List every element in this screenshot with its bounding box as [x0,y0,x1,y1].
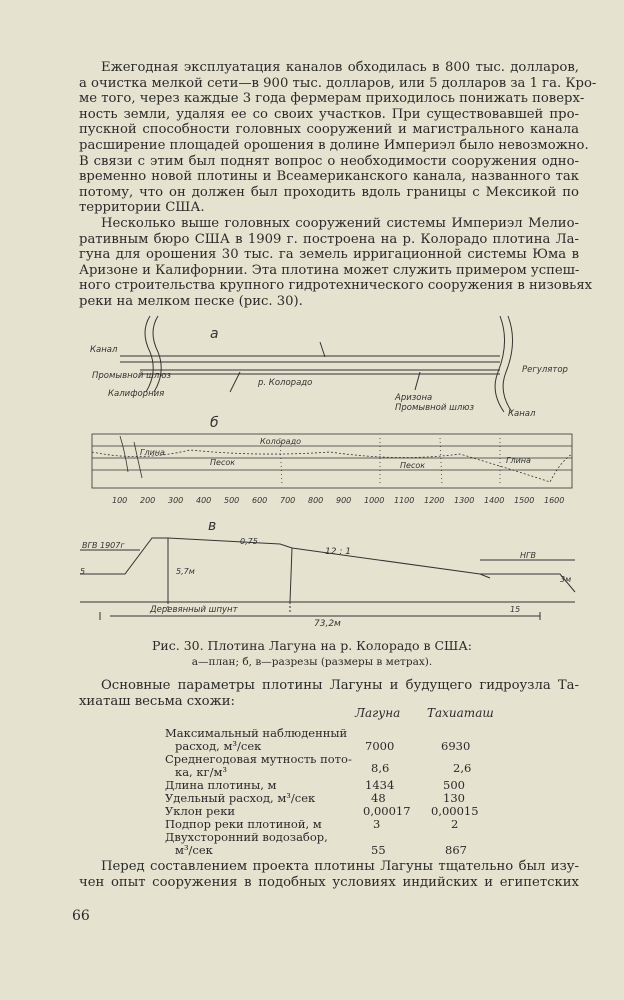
text-line: временно новой плотины и Всеамериканского канала, названного так [79,169,579,185]
scale-label: 300 [168,496,184,505]
scale-label: 900 [336,496,352,505]
section-v-text: 73,2м [314,619,341,629]
scale-label: 1400 [484,496,505,505]
section-v-label: в [208,518,217,534]
table-row [165,752,472,779]
section-v-text: 5 [80,567,86,576]
table-row [165,791,465,805]
text-line: реки на мелком песке (рис. 30). [79,293,303,309]
row-label: ка, кг/м³ [175,764,227,779]
row-label: Уклон реки [165,804,236,818]
text-line: пускной способности головных сооружений и магистрального канала [79,122,579,138]
text-line: гуна для орошения 30 тыс. га земель ирригационной системы Юма в [79,247,579,263]
row-label: Максимальный наблюденный [165,726,348,740]
value-laguna: 1434 [365,778,395,792]
value-takhiatash: 0,00015 [431,804,479,818]
scale-label: 1100 [394,496,415,505]
figure-30-drawing [80,312,580,632]
value-laguna: 48 [371,791,386,805]
scale-label: 200 [140,496,156,505]
scale-label: 100 [112,496,128,505]
section-b-text: Песок [400,461,426,470]
value-laguna: 55 [371,843,386,857]
table-row [165,726,471,753]
table-header: Тахиаташ [427,706,494,720]
table-row [165,778,465,792]
value-takhiatash: 130 [443,791,465,805]
plan-label: а [210,326,219,342]
text-line: ность земли, удаляя ее со своих участков. При существовавшей про- [79,106,579,122]
text-line: Ежегодная эксплуатация каналов обходилась в 800 тыс. долларов, [101,60,579,75]
section-v-text: ВГВ 1907г [82,541,125,550]
plan-text: Канал [90,345,118,355]
section-b-text: Глина [140,448,165,457]
value-laguna: 0,00017 [363,804,411,818]
text-line: Основные параметры плотины Лагуны и будущего гидроузла Та- [101,678,579,693]
text-line: расширение площадей орошения в долине Империэл было невозможно. [79,137,589,153]
plan-text: р. Колорадо [258,378,313,388]
section-v-text: 5,7м [176,567,195,576]
section-b-text: Глина [506,456,531,465]
plan-text: Промывной шлюз [92,371,171,381]
section-v-text: 12 : 1 [325,547,351,557]
paragraph-4 [79,859,579,890]
scale-label: 400 [196,496,212,505]
section-b-text: Колорадо [260,437,301,446]
plan-text: Аризона [395,393,433,403]
text-line: хиаташ весьма схожи: [79,693,235,709]
text-line: ративным бюро США в 1909 г. построена на р. Колорадо плотина Ла- [79,231,579,247]
plan-text: Промывной шлюз [395,403,474,413]
section-v-text: НГВ [520,551,536,560]
value-takhiatash: 867 [445,843,467,857]
scale-label: 500 [224,496,240,505]
row-label: м³/сек [175,842,213,857]
text-line: Перед составлением проекта плотины Лагуны тщательно был изу- [101,859,579,874]
value-takhiatash: 6930 [441,739,471,753]
value-takhiatash: 2,6 [453,761,472,775]
scale-label: 800 [308,496,324,505]
row-label: Длина плотины, м [165,778,277,792]
section-b-text: Песок [210,458,236,467]
paragraph-2 [79,216,593,310]
scale-label: 1200 [424,496,445,505]
plan-text: Канал [508,409,536,419]
table-header: Лагуна [355,706,401,720]
text-line: территории США. [79,200,205,216]
scale-label: 600 [252,496,268,505]
section-v-text: Деревянный шпунт [150,605,238,615]
table-row [165,817,459,831]
row-label: Удельный расход, м³/сек [165,791,316,805]
row-label: расход, м³/сек [175,738,262,753]
page-number: 66 [72,908,90,924]
table-row [165,830,467,857]
figure-subcaption: а—план; б, в—разрезы (размеры в метрах). [191,656,433,668]
value-laguna: 7000 [365,739,395,753]
value-laguna: 3 [373,817,381,831]
row-label: Двухсторонний водозабор, [165,830,328,844]
table-row [165,804,479,818]
scale-label: 1000 [364,496,385,505]
value-laguna: 8,6 [371,761,390,775]
plan-text: Регулятор [522,365,568,375]
figure-caption: Рис. 30. Плотина Лагуна на р. Колорадо в США: [152,638,472,653]
text-line: чен опыт сооружения в подобных условиях индийских и египетских [79,874,579,890]
scale-label: 1300 [454,496,475,505]
plan-text: Калифорния [108,389,165,399]
text-line: ме того, через каждые 3 года фермерам приходилось понижать поверх- [79,91,585,107]
scale-label: 1500 [514,496,535,505]
paragraph-3 [79,678,579,709]
scale-label: 700 [280,496,296,505]
value-takhiatash: 500 [443,778,465,792]
text-line: В связи с этим был поднят вопрос о необходимости сооружения одно- [79,153,579,169]
text-line: Аризоне и Калифорнии. Эта плотина может служить примером успеш- [79,262,580,278]
section-v-text: 3м [560,575,572,584]
row-label: Среднегодовая мутность пото- [165,752,352,766]
section-v-text: 15 [510,605,521,614]
row-label: Подпор реки плотиной, м [165,817,322,831]
text-line: а очистка мелкой сети—в 900 тыс. долларов, или 5 долларов за 1 га. Кро- [79,75,597,91]
section-b [92,434,572,488]
scale-label: 1600 [544,496,565,505]
paragraph-1 [79,60,597,216]
text-line: потому, что он должен был проходить вдоль границы с Мексикой по [79,184,579,200]
plan-view [120,316,513,412]
text-line: Несколько выше головных сооружений системы Империэл Мелио- [101,216,579,231]
value-takhiatash: 2 [451,817,459,831]
section-v-text: 0,75 [240,537,258,546]
section-b-scale [112,496,564,505]
text-line: ного строительства крупного гидротехнического сооружения в низовьях [79,278,593,294]
section-b-label: б [210,415,219,431]
